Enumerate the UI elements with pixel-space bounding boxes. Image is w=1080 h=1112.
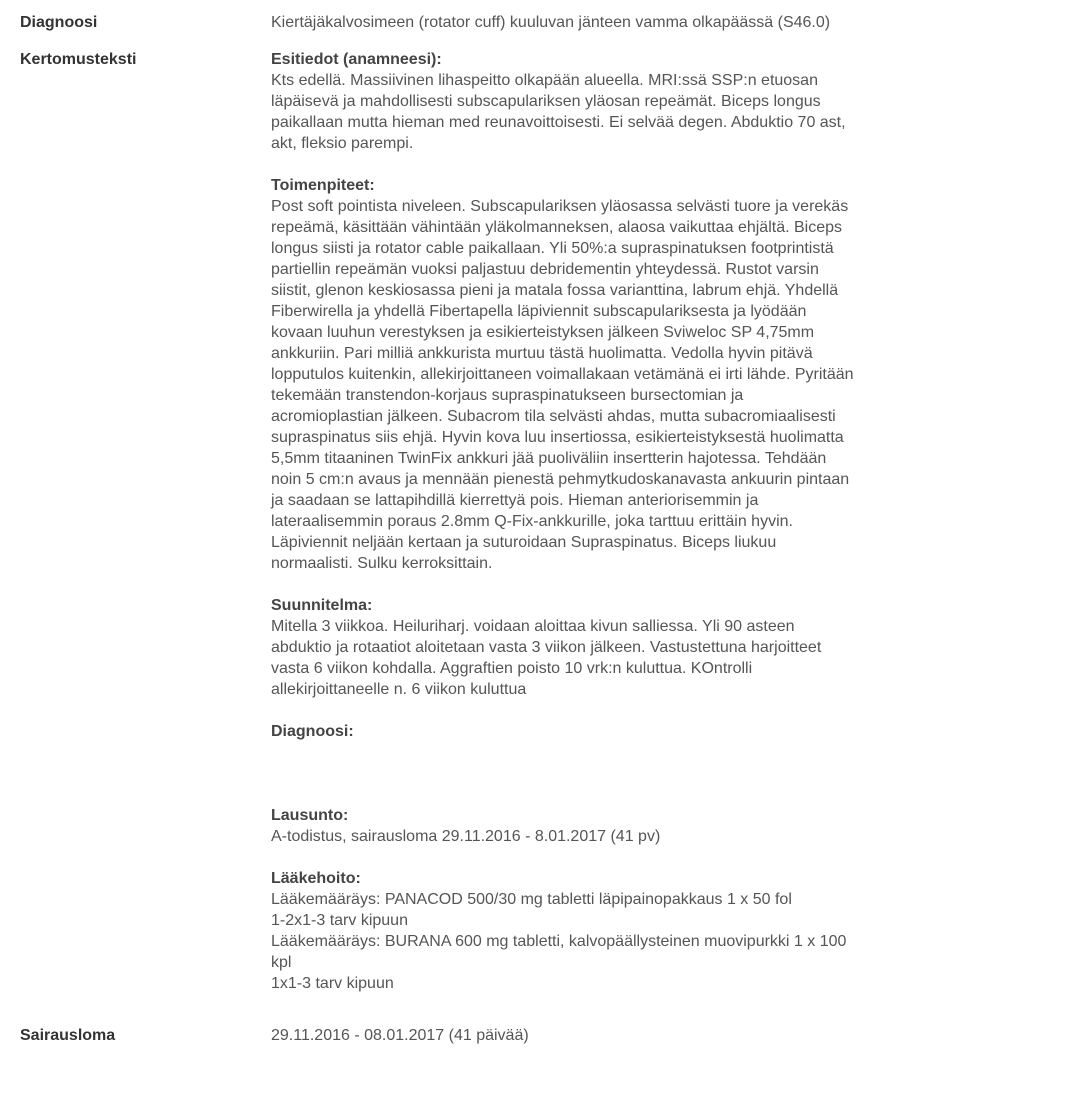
diagnosis-label: Diagnoosi [20, 14, 98, 31]
narrative-value [271, 49, 856, 994]
section-body [271, 742, 856, 784]
section-body: A-todistus, sairausloma 29.11.2016 - 8.01.2017 (41 pv) [271, 828, 661, 845]
diagnosis-value: Kiertäjäkalvosimeen (rotator cuff) kuuluvan jänteen vamma olkapäässä (S46.0) [271, 14, 831, 31]
section-body: Post soft pointista niveleen. Subscapulariksen yläosassa selvästi tuore ja verekäs repeämä, käsittään vähintään yläkolmanneksen, alaosa vaikuttaa ehjältä. Biceps longus siisti ja rotator cable paikallaan. Yli 50%:a supraspinatuksen footprintistä partiellin repeämän vuoksi paljastuu debridementin yhteydessä. Rustot varsin siistit, glenon keskiosassa pieni ja matala fossa varianttina, labrum ehjä. Yhdellä Fiberwirella ja yhdellä Fibertapella läpiviennit subscapulariksesta ja lyödään kovaan luuhun verestyksen ja esikierteistyksen jälkeen Sviweloc SP 4,75mm ankkuriin. Pari milliä ankkurista murtuu tästä huolimatta. Vedolla hyvin pitävä lopputulos kuitenkin, allekirjoittaneen voimallakaan vetämänä ei irti lähde. Pyritään tekemään transtendon-korjaus supraspinatukseen bursectomian ja acromioplastian jälkeen. Subacrom tila selvästi ahdas, mutta subacromiaalisesti supraspinatus siis ehjä. Hyvin kova luu insertiossa, esikierteistyksestä huolimatta 5,5mm titaaninen TwinFix ankkuri jää puoliväliin insertterin hajotessa. Tehdään noin 5 cm:n avaus ja mennään pienestä pehmytkudoskanavasta ankuurin pintaan ja saadaan se lattapihdillä kierrettyä pois. Hieman anteriorisemmin ja lateraalisemmin poraus 2.8mm Q-Fix-ankkurille, joka tarttuu erittäin hyvin. Läpiviennit neljään kertaan ja suturoidaan Supraspinatus. Biceps liukuu normaalisti. Sulku kerroksittain. [271, 198, 854, 572]
sick-leave-value: 29.11.2016 - 08.01.2017 (41 päivää) [271, 1027, 529, 1044]
section-procedures [271, 175, 856, 574]
narrative-label: Kertomusteksti [20, 51, 137, 68]
narrative-row [0, 33, 1080, 994]
section-statement [271, 805, 856, 847]
section-diagnosis [271, 721, 856, 784]
section-heading: Suunnitelma: [271, 597, 373, 614]
sick-leave-row [0, 994, 1080, 1046]
section-plan [271, 595, 856, 700]
section-heading: Diagnoosi: [271, 723, 354, 740]
diagnosis-row [0, 0, 1080, 33]
section-heading: Esitiedot (anamneesi): [271, 51, 442, 68]
section-history [271, 49, 856, 154]
section-heading: Lääkehoito: [271, 870, 361, 887]
sick-leave-label: Sairausloma [20, 1027, 116, 1044]
section-body: Lääkemääräys: PANACOD 500/30 mg tabletti läpipainopakkaus 1 x 50 fol 1-2x1-3 tarv kipuun Lääkemääräys: BURANA 600 mg tabletti, kalvopäällysteinen muovipurkki 1 x 100 kpl 1x1-3 tarv kipuun [271, 891, 847, 992]
section-medication [271, 868, 856, 994]
section-body: Mitella 3 viikkoa. Heiluriharj. voidaan aloittaa kivun salliessa. Yli 90 asteen abduktio ja rotaatiot aloitetaan vasta 3 viikon jälkeen. Vastustettuna harjoitteet vasta 6 viikon kohdalla. Aggraftien poisto 10 vrk:n kuluttua. KOntrolli allekirjoittaneelle n. 6 viikon kuluttua [271, 618, 822, 698]
section-body: Kts edellä. Massiivinen lihaspeitto olkapään alueella. MRI:ssä SSP:n etuosan läpäisevä ja mahdollisesti subscapulariksen yläosan repeämät. Biceps longus paikallaan mutta hieman med reunavoittoisesti. Ei selvää degen. Abduktio 70 ast, akt, fleksio parempi. [271, 72, 846, 152]
section-heading: Toimenpiteet: [271, 177, 375, 194]
section-heading: Lausunto: [271, 807, 349, 824]
